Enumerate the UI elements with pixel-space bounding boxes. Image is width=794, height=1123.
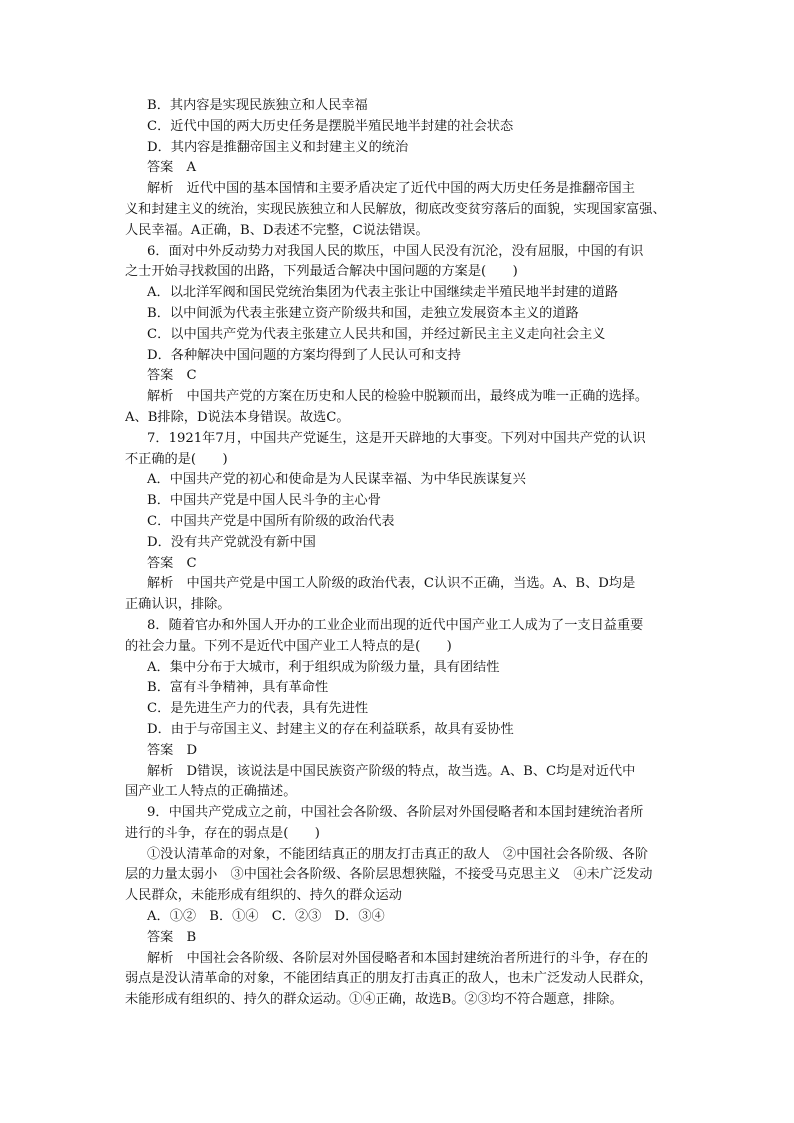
text-line: B．中国共产党是中国人民斗争的主心骨 — [147, 493, 381, 509]
text-line: 答案 B — [147, 929, 197, 945]
text-line: 义和封建主义的统治，实现民族独立和人民解放，彻底改变贫穷落后的面貌，实现国家富强、 — [125, 201, 666, 217]
text-line: A．①② B．①④ C．②③ D．③④ — [147, 909, 385, 925]
text-line: D．没有共产党就没有新中国 — [147, 534, 316, 550]
text-line: C．近代中国的两大历史任务是摆脱半殖民地半封建的社会状态 — [147, 118, 514, 134]
text-line: 国产业工人特点的正确描述。 — [125, 784, 297, 800]
text-line: B．其内容是实现民族独立和人民幸福 — [147, 98, 368, 113]
text-line: C．是先进生产力的代表，具有先进性 — [147, 701, 369, 717]
text-line: A、B排除，D说法本身错误。故选C。 — [125, 409, 350, 425]
text-line: A．中国共产党的初心和使命是为人民谋幸福、为中华民族谋复兴 — [147, 472, 526, 488]
text-line: B．富有斗争精神，具有革命性 — [147, 680, 329, 696]
document-page — [125, 96, 677, 1011]
text-line: 解析 中国社会各阶级、各阶层对外国侵略者和本国封建统治者所进行的斗争，存在的 — [147, 950, 649, 966]
text-line: 人民群众，未能形成有组织的、持久的群众运动 — [125, 888, 402, 904]
text-line: C．以中国共产党为代表主张建立人民共和国，并经过新民主主义走向社会主义 — [147, 326, 606, 342]
text-line: 答案 C — [147, 555, 197, 571]
text-line: A．集中分布于大城市，利于组织成为阶级力量，具有团结性 — [147, 659, 500, 675]
text-line: 弱点是没认清革命的对象，不能团结真正的朋友打击真正的敌人，也未广泛发动人民群众， — [125, 971, 653, 987]
text-line: D．由于与帝国主义、封建主义的存在利益联系，故具有妥协性 — [147, 721, 514, 737]
text-line: C．中国共产党是中国所有阶级的政治代表 — [147, 513, 395, 529]
text-line: D．各种解决中国问题的方案均得到了人民认可和支持 — [147, 347, 461, 363]
text-line: 9．中国共产党成立之前，中国社会各阶级、各阶层对外国侵略者和本国封建统治者所 — [147, 805, 644, 821]
text-line: 8．随着官办和外国人开办的工业企业而出现的近代中国产业工人成为了一支日益重要 — [147, 617, 644, 633]
text-line: 解析 近代中国的基本国情和主要矛盾决定了近代中国的两大历史任务是推翻帝国主 — [147, 181, 635, 197]
text-line: 层的力量太弱小 ③中国社会各阶级、各阶层思想狭隘，不接受马克思主义 ④未广泛发动 — [125, 867, 653, 883]
text-line: 的社会力量。下列不是近代中国产业工人特点的是( ) — [125, 638, 452, 654]
text-line: 答案 A — [147, 160, 197, 176]
text-line: ①没认清革命的对象，不能团结真正的朋友打击真正的敌人 ②中国社会各阶级、各阶 — [147, 846, 649, 862]
text-line: 7．1921年7月，中国共产党诞生，这是开天辟地的大事变。下列对中国共产党的认识 — [147, 430, 646, 446]
text-line: 之士开始寻找救国的出路，下列最适合解决中国问题的方案是( ) — [125, 264, 518, 280]
text-line: D．其内容是推翻帝国主义和封建主义的统治 — [147, 139, 409, 155]
text-line: B．以中间派为代表主张建立资产阶级共和国，走独立发展资本主义的道路 — [147, 305, 579, 321]
text-line: 正确认识，排除。 — [125, 597, 231, 613]
text-line: 进行的斗争，存在的弱点是( ) — [125, 825, 320, 841]
text-line: 答案 C — [147, 368, 197, 384]
text-line: A．以北洋军阀和国民党统治集团为代表主张让中国继续走半殖民地半封建的道路 — [147, 285, 619, 301]
text-line: 答案 D — [147, 742, 198, 758]
text-line: 解析 中国共产党是中国工人阶级的政治代表，C认识不正确，当选。A、B、D均是 — [147, 576, 636, 592]
text-line: 6．面对中外反动势力对我国人民的欺压，中国人民没有沉沦，没有屈服，中国的有识 — [147, 243, 644, 259]
text-line: 解析 中国共产党的方案在历史和人民的检验中脱颖而出，最终成为唯一正确的选择。 — [147, 389, 649, 405]
text-line: 解析 D错误，该说法是中国民族资产阶级的特点，故当选。A、B、C均是对近代中 — [147, 763, 636, 779]
text-line: 不正确的是( ) — [125, 451, 228, 467]
text-line: 未能形成有组织的、持久的群众运动。①④正确，故选B。②③均不符合题意，排除。 — [125, 992, 623, 1008]
text-line: 人民幸福。A正确，B、D表述不完整，C说法错误。 — [125, 222, 429, 238]
